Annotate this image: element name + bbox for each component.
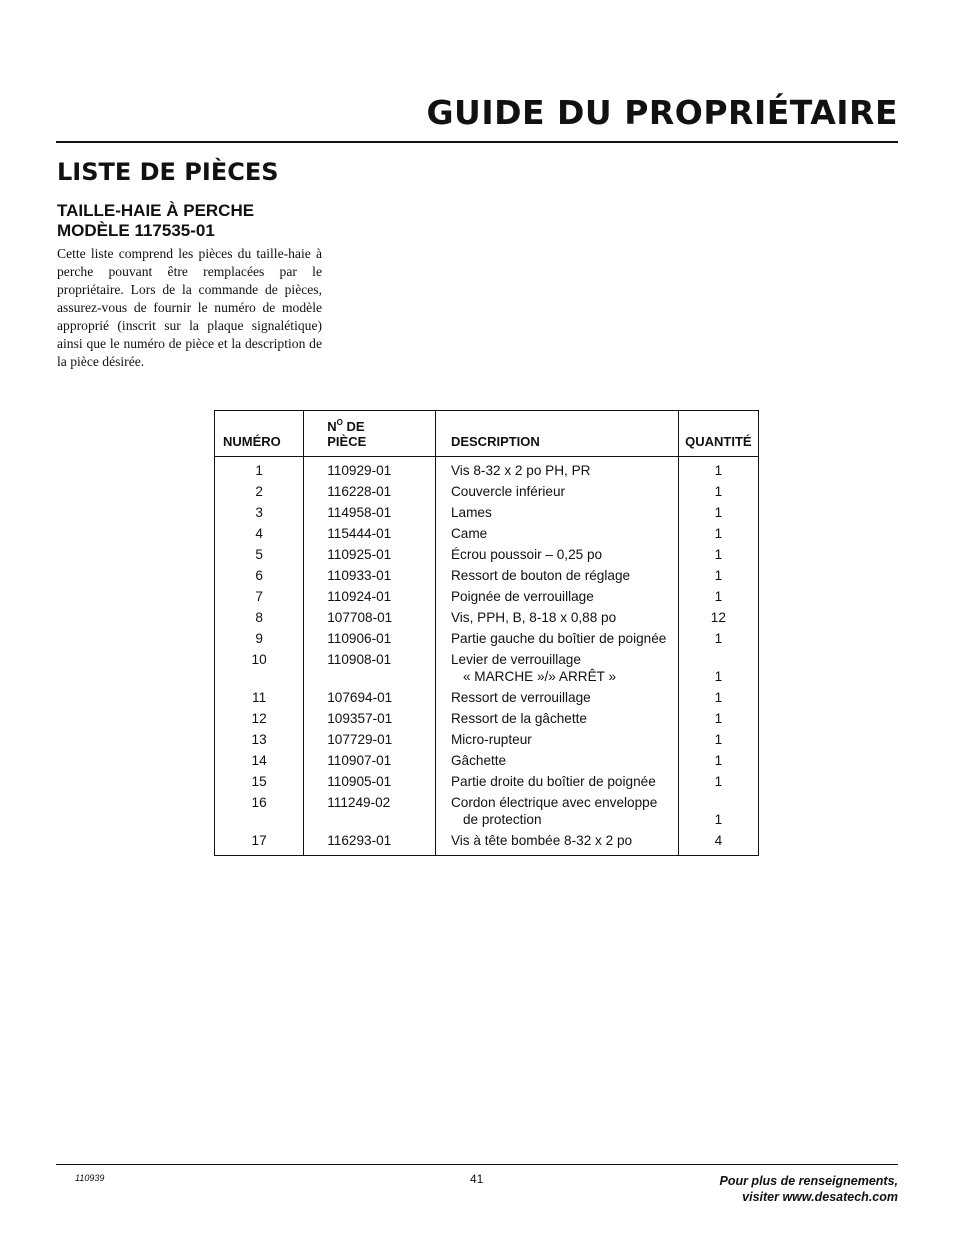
cell-description <box>435 792 678 830</box>
col-header-number: NUMÉRO <box>215 411 304 457</box>
description-line-1: Levier de verrouillage <box>450 652 581 667</box>
cell-quantity: 1 <box>678 481 758 502</box>
cell-description <box>435 586 678 607</box>
cell-number: 3 <box>215 502 304 523</box>
description-line-1: Vis 8-32 x 2 po PH, PR <box>450 463 591 478</box>
cell-description <box>435 502 678 523</box>
cell-number: 16 <box>215 792 304 830</box>
footer-info <box>719 1173 898 1205</box>
cell-part-number: 109357-01 <box>304 708 436 729</box>
cell-quantity <box>678 649 758 687</box>
cell-part-number: 107708-01 <box>304 607 436 628</box>
table-row <box>215 771 759 792</box>
table-row <box>215 457 759 482</box>
footer-info-line-2: visiter www.desatech.com <box>742 1190 898 1204</box>
table-row <box>215 750 759 771</box>
intro-paragraph: Cette liste comprend les pièces du taille-haie à perche pouvant être remplacées par le propriétaire. Lors de la commande de pièces, assurez-vous de fournir le numéro de modèle approprié (inscrit sur la plaque signalétique) ainsi que le numéro de pièce et la description de la pièce désirée. <box>57 246 322 369</box>
table-row <box>215 607 759 628</box>
part-header-line-2: PIÈCE <box>327 434 367 449</box>
cell-part-number: 110925-01 <box>304 544 436 565</box>
cell-number: 15 <box>215 771 304 792</box>
description-line-1: Ressort de la gâchette <box>450 711 587 726</box>
table-row <box>215 708 759 729</box>
cell-description <box>435 750 678 771</box>
description-line-2: « MARCHE »/» ARRÊT » <box>462 669 617 684</box>
section-title: LISTE DE PIÈCES <box>57 158 279 186</box>
cell-description <box>435 830 678 856</box>
cell-quantity: 1 <box>678 523 758 544</box>
cell-description <box>435 457 678 482</box>
cell-quantity: 1 <box>678 586 758 607</box>
parts-table <box>214 410 759 856</box>
cell-number: 7 <box>215 586 304 607</box>
subtitle-line-2: MODÈLE 117535-01 <box>57 221 215 240</box>
cell-part-number: 110908-01 <box>304 649 436 687</box>
cell-quantity: 1 <box>678 729 758 750</box>
cell-number: 6 <box>215 565 304 586</box>
cell-number: 2 <box>215 481 304 502</box>
table-row <box>215 481 759 502</box>
cell-quantity: 1 <box>678 687 758 708</box>
cell-description <box>435 565 678 586</box>
cell-quantity: 1 <box>678 628 758 649</box>
description-line-1: Vis, PPH, B, 8-18 x 0,88 po <box>450 610 617 625</box>
quantity-value: 1 <box>714 812 723 827</box>
col-header-quantity: QUANTITÉ <box>678 411 758 457</box>
cell-part-number: 107694-01 <box>304 687 436 708</box>
cell-part-number: 110907-01 <box>304 750 436 771</box>
description-line-1: Poignée de verrouillage <box>450 589 594 604</box>
description-line-1: Micro-rupteur <box>450 732 532 747</box>
description-line-1: Couvercle inférieur <box>450 484 566 499</box>
cell-quantity: 1 <box>678 502 758 523</box>
table-row <box>215 523 759 544</box>
table-row <box>215 792 759 830</box>
col-header-part-number <box>304 411 436 457</box>
page-number: 41 <box>470 1172 484 1186</box>
cell-part-number: 107729-01 <box>304 729 436 750</box>
cell-description <box>435 544 678 565</box>
description-line-1: Came <box>450 526 488 541</box>
description-line-1: Ressort de verrouillage <box>450 690 591 705</box>
cell-quantity <box>678 792 758 830</box>
cell-part-number: 115444-01 <box>304 523 436 544</box>
cell-quantity: 1 <box>678 750 758 771</box>
header-divider <box>56 141 898 143</box>
cell-quantity: 1 <box>678 771 758 792</box>
table-row <box>215 502 759 523</box>
part-header-prefix: N <box>327 419 337 434</box>
subtitle-line-1: TAILLE-HAIE À PERCHE <box>57 201 255 220</box>
description-line-1: Écrou poussoir – 0,25 po <box>450 547 603 562</box>
part-header-sup: O <box>336 418 343 427</box>
part-header-suffix: DE <box>342 419 365 434</box>
cell-number: 5 <box>215 544 304 565</box>
cell-description <box>435 771 678 792</box>
table-row <box>215 729 759 750</box>
cell-description <box>435 481 678 502</box>
cell-description <box>435 649 678 687</box>
cell-quantity: 1 <box>678 544 758 565</box>
table-row <box>215 649 759 687</box>
table-row <box>215 687 759 708</box>
table-row <box>215 586 759 607</box>
cell-description <box>435 687 678 708</box>
description-line-1: Cordon électrique avec enveloppe <box>450 795 658 810</box>
table-row <box>215 544 759 565</box>
page-header-title: GUIDE DU PROPRIÉTAIRE <box>426 93 898 132</box>
cell-quantity: 4 <box>678 830 758 856</box>
cell-part-number: 110929-01 <box>304 457 436 482</box>
parts-table-body <box>215 457 759 856</box>
cell-number: 9 <box>215 628 304 649</box>
table-row <box>215 628 759 649</box>
cell-part-number: 110933-01 <box>304 565 436 586</box>
cell-number: 13 <box>215 729 304 750</box>
quantity-value: 1 <box>714 669 723 684</box>
cell-number: 12 <box>215 708 304 729</box>
cell-part-number: 111249-02 <box>304 792 436 830</box>
description-line-1: Lames <box>450 505 492 520</box>
product-subtitle <box>57 201 254 241</box>
description-line-1: Ressort de bouton de réglage <box>450 568 631 583</box>
cell-quantity: 1 <box>678 708 758 729</box>
cell-part-number: 110924-01 <box>304 586 436 607</box>
cell-description <box>435 708 678 729</box>
table-header-row <box>215 411 759 457</box>
description-line-1: Gâchette <box>450 753 507 768</box>
table-row <box>215 830 759 856</box>
cell-description <box>435 523 678 544</box>
cell-description <box>435 607 678 628</box>
cell-number: 1 <box>215 457 304 482</box>
col-header-description: DESCRIPTION <box>435 411 678 457</box>
cell-number: 14 <box>215 750 304 771</box>
cell-quantity: 1 <box>678 457 758 482</box>
footer-divider <box>56 1164 898 1165</box>
cell-number: 8 <box>215 607 304 628</box>
cell-number: 4 <box>215 523 304 544</box>
footer-info-line-1: Pour plus de renseignements, <box>719 1174 898 1188</box>
cell-number: 10 <box>215 649 304 687</box>
cell-part-number: 116228-01 <box>304 481 436 502</box>
cell-description <box>435 729 678 750</box>
cell-part-number: 110906-01 <box>304 628 436 649</box>
cell-description <box>435 628 678 649</box>
description-line-2: de protection <box>462 812 542 827</box>
document-code: 110939 <box>75 1173 105 1183</box>
description-line-1: Partie gauche du boîtier de poignée <box>450 631 667 646</box>
description-line-1: Partie droite du boîtier de poignée <box>450 774 656 789</box>
cell-number: 17 <box>215 830 304 856</box>
cell-quantity: 12 <box>678 607 758 628</box>
cell-number: 11 <box>215 687 304 708</box>
cell-part-number: 116293-01 <box>304 830 436 856</box>
cell-part-number: 110905-01 <box>304 771 436 792</box>
description-line-1: Vis à tête bombée 8-32 x 2 po <box>450 833 633 848</box>
cell-quantity: 1 <box>678 565 758 586</box>
cell-part-number: 114958-01 <box>304 502 436 523</box>
table-row <box>215 565 759 586</box>
